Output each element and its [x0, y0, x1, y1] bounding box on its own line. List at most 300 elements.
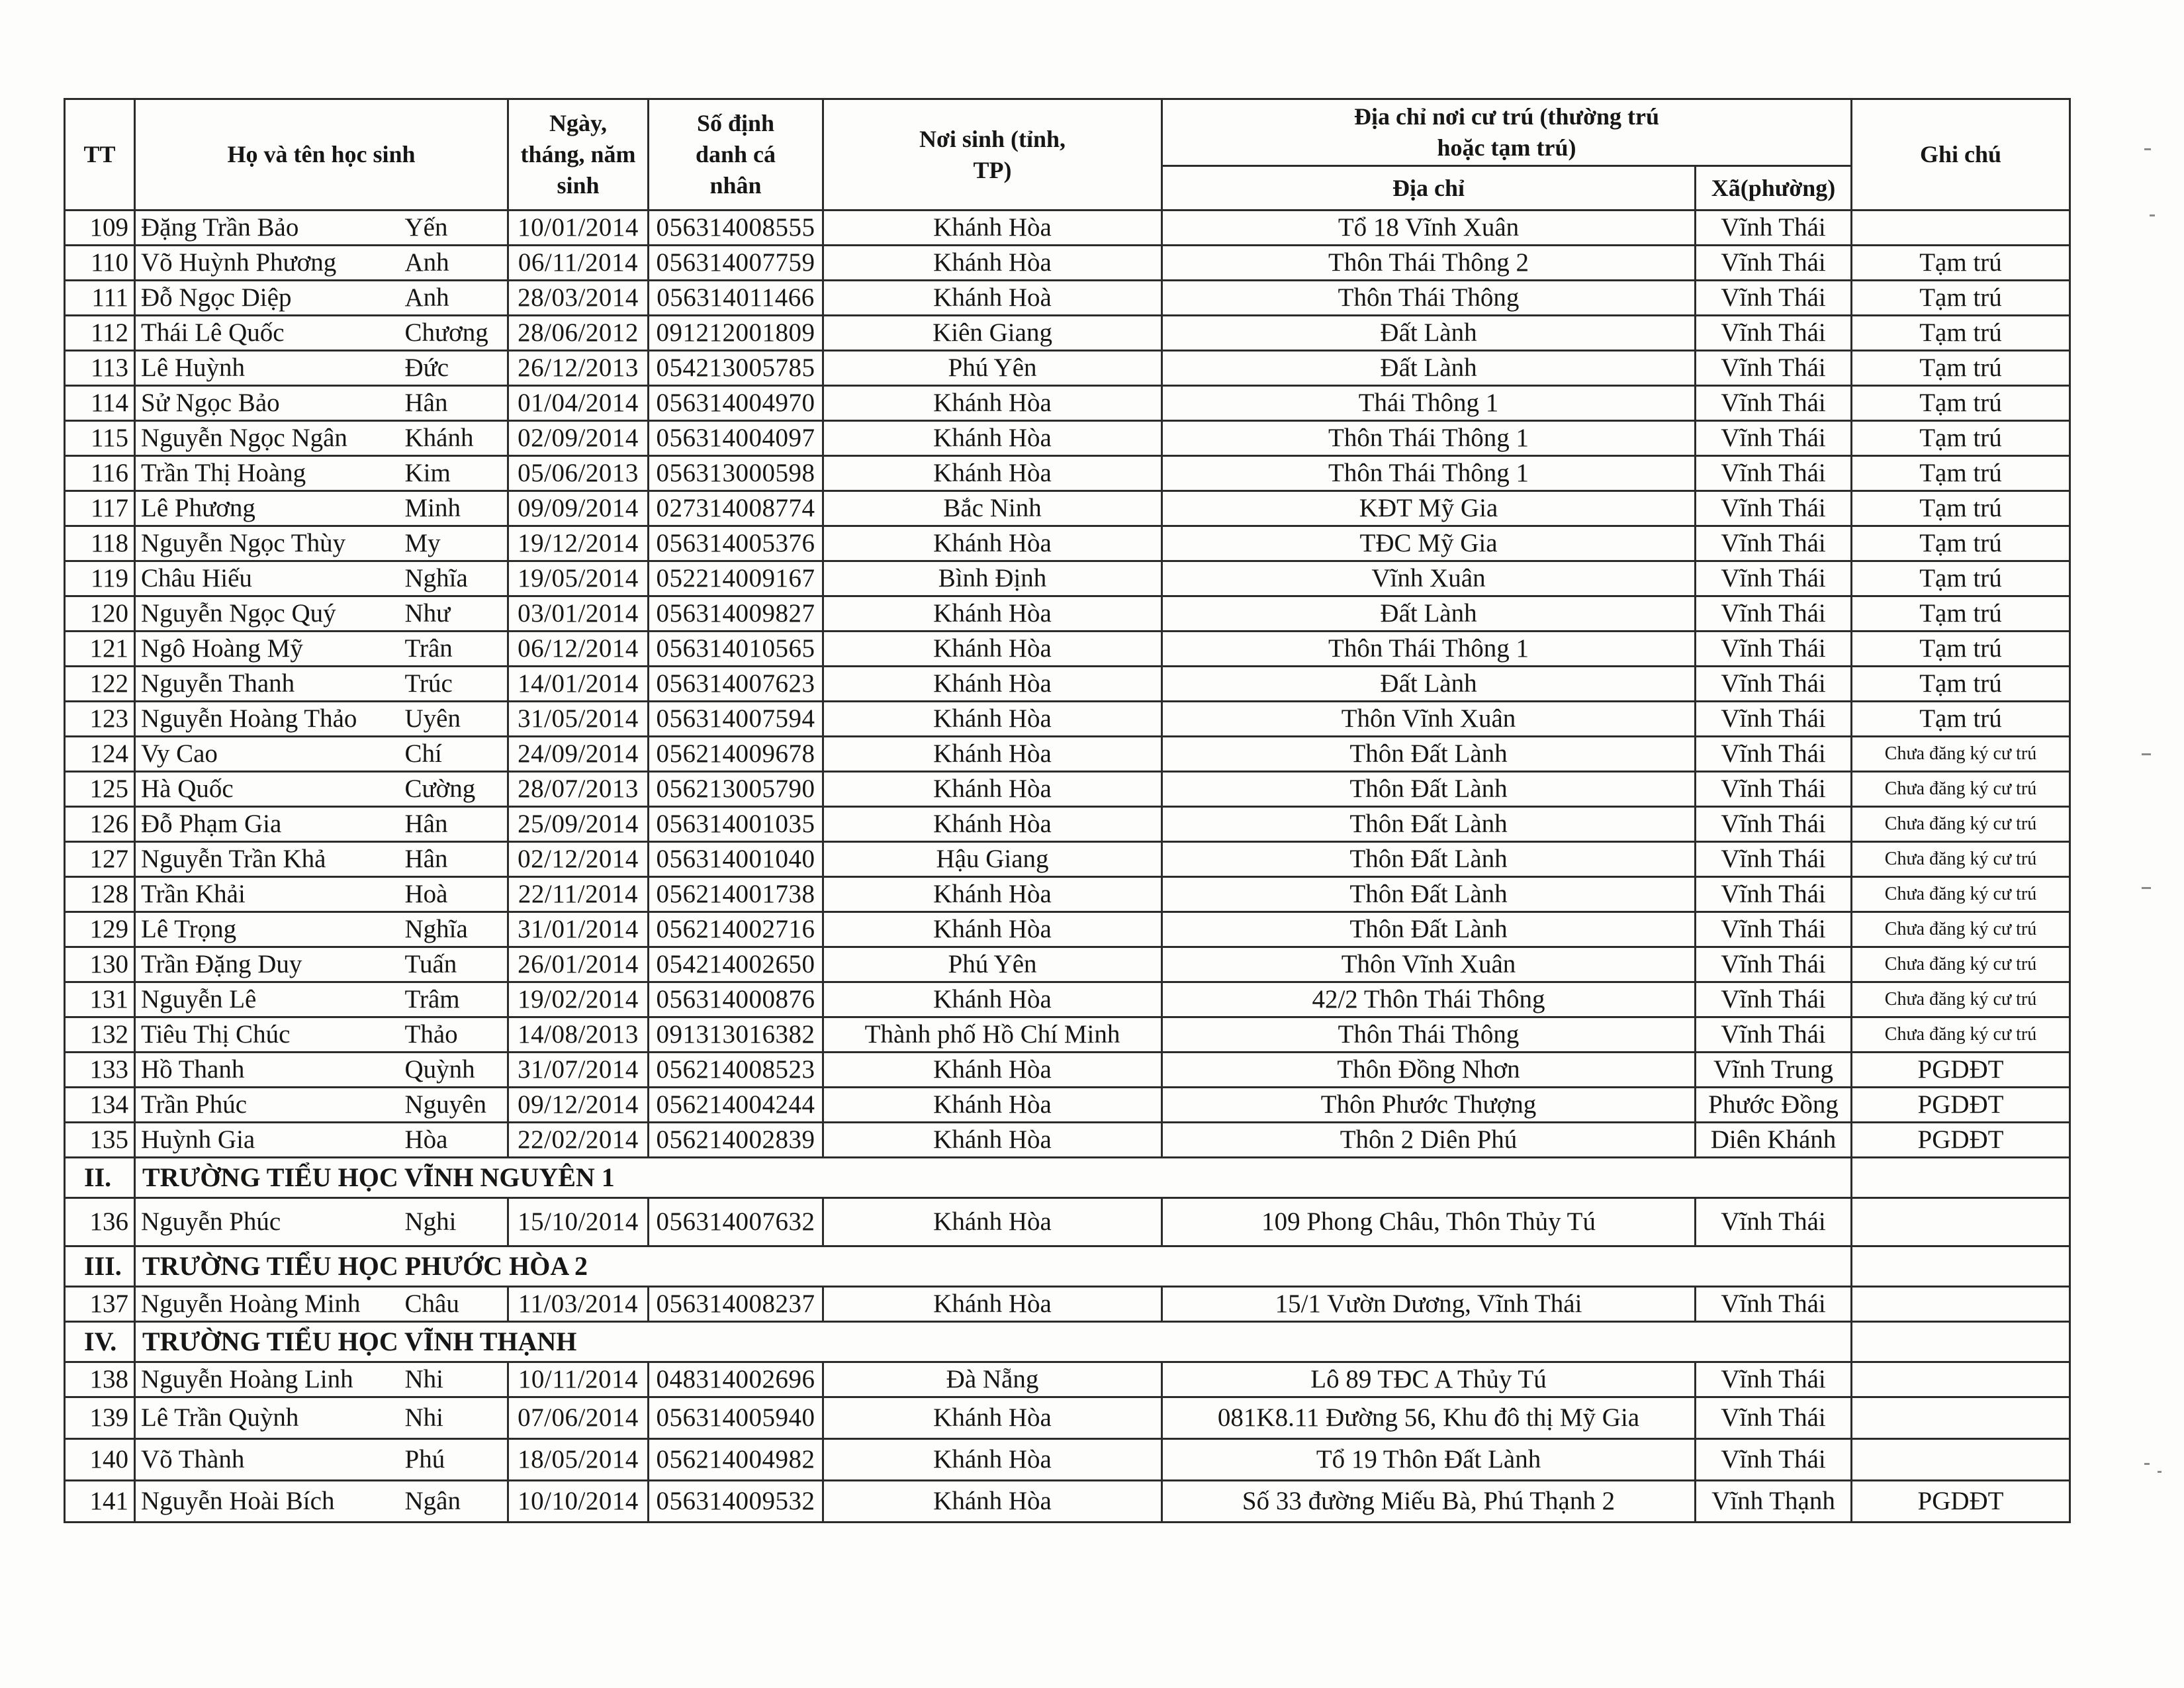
cell-dob: 14/08/2013	[508, 1017, 649, 1053]
scan-edge-mark	[2150, 214, 2155, 216]
col-header-name: Họ và tên học sinh	[135, 99, 508, 211]
cell-note: Tạm trú	[1852, 281, 2070, 316]
cell-dob: 31/07/2014	[508, 1053, 649, 1088]
cell-tt: 127	[65, 842, 135, 877]
cell-ward: Vĩnh Thái	[1696, 526, 1852, 561]
cell-tt: 117	[65, 491, 135, 526]
cell-tt: 124	[65, 737, 135, 772]
cell-birthplace: Đà Nẵng	[823, 1362, 1162, 1397]
cell-note: Chưa đăng ký cư trú	[1852, 877, 2070, 912]
cell-given-name: Nghĩa	[400, 912, 508, 947]
section-school-name: TRƯỜNG TIỂU HỌC VĨNH THẠNH	[135, 1322, 1852, 1362]
cell-personal-id: 054214002650	[649, 947, 823, 982]
cell-ward: Vĩnh Thái	[1696, 1397, 1852, 1439]
cell-dob: 28/07/2013	[508, 772, 649, 807]
cell-birthplace: Khánh Hoà	[823, 281, 1162, 316]
cell-note: PGDĐT	[1852, 1088, 2070, 1123]
cell-dob: 05/06/2013	[508, 456, 649, 491]
cell-dob: 19/02/2014	[508, 982, 649, 1017]
cell-address: 081K8.11 Đường 56, Khu đô thị Mỹ Gia	[1162, 1397, 1696, 1439]
cell-birthplace: Khánh Hòa	[823, 421, 1162, 456]
table-header	[65, 99, 2070, 211]
cell-tt: 135	[65, 1123, 135, 1158]
cell-ward: Vĩnh Thái	[1696, 281, 1852, 316]
cell-address: Thôn Thái Thông	[1162, 281, 1696, 316]
cell-tt: 138	[65, 1362, 135, 1397]
cell-personal-id: 056214004244	[649, 1088, 823, 1123]
cell-given-name: Nhi	[400, 1362, 508, 1397]
cell-personal-id: 056314008555	[649, 211, 823, 246]
table-row	[65, 1287, 2070, 1322]
cell-dob: 09/12/2014	[508, 1088, 649, 1123]
cell-note	[1852, 1198, 2070, 1246]
cell-dob: 01/04/2014	[508, 386, 649, 421]
cell-personal-id: 056214002716	[649, 912, 823, 947]
cell-dob: 28/06/2012	[508, 316, 649, 351]
cell-dob: 14/01/2014	[508, 667, 649, 702]
cell-address: Thái Thông 1	[1162, 386, 1696, 421]
cell-surname-middle: Huỳnh Gia	[135, 1123, 400, 1158]
cell-tt: 140	[65, 1439, 135, 1481]
cell-dob: 28/03/2014	[508, 281, 649, 316]
cell-surname-middle: Trần Thị Hoàng	[135, 456, 400, 491]
section-school-name: TRƯỜNG TIỂU HỌC PHƯỚC HÒA 2	[135, 1246, 1852, 1287]
cell-dob: 19/05/2014	[508, 561, 649, 596]
cell-surname-middle: Lê Trọng	[135, 912, 400, 947]
cell-given-name: Đức	[400, 351, 508, 386]
cell-surname-middle: Đỗ Ngọc Diệp	[135, 281, 400, 316]
cell-address: Thôn Phước Thượng	[1162, 1088, 1696, 1123]
cell-dob: 26/01/2014	[508, 947, 649, 982]
table-row	[65, 491, 2070, 526]
cell-birthplace: Bắc Ninh	[823, 491, 1162, 526]
cell-note: Tạm trú	[1852, 667, 2070, 702]
cell-note: Tạm trú	[1852, 456, 2070, 491]
cell-tt: 118	[65, 526, 135, 561]
table-row	[65, 737, 2070, 772]
cell-address: 42/2 Thôn Thái Thông	[1162, 982, 1696, 1017]
table-row	[65, 772, 2070, 807]
cell-ward: Vĩnh Thái	[1696, 491, 1852, 526]
cell-given-name: Trâm	[400, 982, 508, 1017]
cell-note: Tạm trú	[1852, 632, 2070, 667]
cell-note: Tạm trú	[1852, 386, 2070, 421]
cell-ward: Vĩnh Thái	[1696, 351, 1852, 386]
cell-given-name: Nghi	[400, 1198, 508, 1246]
cell-given-name: Tuấn	[400, 947, 508, 982]
cell-ward: Vĩnh Thái	[1696, 772, 1852, 807]
cell-surname-middle: Nguyễn Trần Khả	[135, 842, 400, 877]
cell-tt: 123	[65, 702, 135, 737]
cell-address: Thôn Thái Thông 1	[1162, 456, 1696, 491]
cell-birthplace: Khánh Hòa	[823, 1088, 1162, 1123]
cell-address: Đất Lành	[1162, 351, 1696, 386]
cell-surname-middle: Võ Huỳnh Phương	[135, 246, 400, 281]
cell-birthplace: Khánh Hòa	[823, 246, 1162, 281]
section-note-cell	[1852, 1246, 2070, 1287]
cell-given-name: Hân	[400, 386, 508, 421]
cell-tt: 137	[65, 1287, 135, 1322]
cell-ward: Vĩnh Thái	[1696, 1287, 1852, 1322]
cell-tt: 125	[65, 772, 135, 807]
cell-birthplace: Khánh Hòa	[823, 1287, 1162, 1322]
cell-tt: 132	[65, 1017, 135, 1053]
cell-surname-middle: Tiêu Thị Chúc	[135, 1017, 400, 1053]
col-header-birthplace: Nơi sinh (tỉnh, TP)	[823, 99, 1162, 211]
cell-note: Chưa đăng ký cư trú	[1852, 807, 2070, 842]
cell-address: Thôn Vĩnh Xuân	[1162, 702, 1696, 737]
table-row	[65, 1088, 2070, 1123]
cell-address: Thôn Thái Thông 2	[1162, 246, 1696, 281]
cell-tt: 139	[65, 1397, 135, 1439]
cell-address: Thôn Đất Lành	[1162, 807, 1696, 842]
cell-birthplace: Phú Yên	[823, 947, 1162, 982]
table-row	[65, 1397, 2070, 1439]
cell-birthplace: Khánh Hòa	[823, 1198, 1162, 1246]
cell-personal-id: 056314011466	[649, 281, 823, 316]
cell-given-name: Hân	[400, 807, 508, 842]
cell-note: Chưa đăng ký cư trú	[1852, 982, 2070, 1017]
table-row	[65, 316, 2070, 351]
scan-edge-mark	[2158, 1471, 2161, 1473]
cell-dob: 15/10/2014	[508, 1198, 649, 1246]
cell-surname-middle: Võ Thành	[135, 1439, 400, 1481]
cell-birthplace: Khánh Hòa	[823, 877, 1162, 912]
cell-personal-id: 056314009532	[649, 1481, 823, 1523]
table-row	[65, 526, 2070, 561]
cell-tt: 122	[65, 667, 135, 702]
cell-personal-id: 056314004097	[649, 421, 823, 456]
table-row	[65, 1123, 2070, 1158]
cell-dob: 22/02/2014	[508, 1123, 649, 1158]
cell-address: 15/1 Vườn Dương, Vĩnh Thái	[1162, 1287, 1696, 1322]
cell-address: TĐC Mỹ Gia	[1162, 526, 1696, 561]
cell-birthplace: Kiên Giang	[823, 316, 1162, 351]
table-row	[65, 561, 2070, 596]
cell-ward: Vĩnh Thái	[1696, 596, 1852, 632]
cell-address: Thôn Đất Lành	[1162, 737, 1696, 772]
cell-given-name: Anh	[400, 246, 508, 281]
cell-address: Thôn Đất Lành	[1162, 842, 1696, 877]
cell-given-name: Yến	[400, 211, 508, 246]
cell-note: Chưa đăng ký cư trú	[1852, 772, 2070, 807]
cell-personal-id: 091212001809	[649, 316, 823, 351]
cell-given-name: Nhi	[400, 1397, 508, 1439]
cell-note: Chưa đăng ký cư trú	[1852, 1017, 2070, 1053]
cell-personal-id: 091313016382	[649, 1017, 823, 1053]
cell-surname-middle: Nguyễn Phúc	[135, 1198, 400, 1246]
cell-note: Tạm trú	[1852, 316, 2070, 351]
cell-dob: 11/03/2014	[508, 1287, 649, 1322]
cell-given-name: Uyên	[400, 702, 508, 737]
cell-tt: 129	[65, 912, 135, 947]
cell-given-name: Châu	[400, 1287, 508, 1322]
cell-tt: 110	[65, 246, 135, 281]
cell-birthplace: Khánh Hòa	[823, 1439, 1162, 1481]
cell-surname-middle: Châu Hiếu	[135, 561, 400, 596]
cell-dob: 19/12/2014	[508, 526, 649, 561]
cell-ward: Vĩnh Thái	[1696, 211, 1852, 246]
section-school-name: TRƯỜNG TIỂU HỌC VĨNH NGUYÊN 1	[135, 1158, 1852, 1198]
table-row	[65, 421, 2070, 456]
table-row	[65, 1017, 2070, 1053]
cell-address: Tổ 18 Vĩnh Xuân	[1162, 211, 1696, 246]
table-row	[65, 211, 2070, 246]
cell-given-name: Chương	[400, 316, 508, 351]
section-number: III.	[65, 1246, 135, 1287]
cell-birthplace: Bình Định	[823, 561, 1162, 596]
cell-dob: 22/11/2014	[508, 877, 649, 912]
section-row	[65, 1322, 2070, 1362]
table-row	[65, 912, 2070, 947]
cell-given-name: Khánh	[400, 421, 508, 456]
cell-personal-id: 056214001738	[649, 877, 823, 912]
cell-ward: Vĩnh Thái	[1696, 246, 1852, 281]
cell-address: Thôn Đồng Nhơn	[1162, 1053, 1696, 1088]
scan-edge-mark	[2144, 1463, 2150, 1465]
cell-ward: Vĩnh Thái	[1696, 1017, 1852, 1053]
cell-personal-id: 056314007632	[649, 1198, 823, 1246]
cell-birthplace: Khánh Hòa	[823, 912, 1162, 947]
cell-note	[1852, 1362, 2070, 1397]
student-residence-table	[64, 98, 2071, 1523]
cell-personal-id: 056314005376	[649, 526, 823, 561]
cell-note: Tạm trú	[1852, 491, 2070, 526]
cell-tt: 133	[65, 1053, 135, 1088]
scan-edge-mark	[2142, 753, 2151, 755]
cell-note: Tạm trú	[1852, 421, 2070, 456]
cell-address: Thôn Đất Lành	[1162, 912, 1696, 947]
cell-given-name: Cường	[400, 772, 508, 807]
cell-personal-id: 056314007759	[649, 246, 823, 281]
section-row	[65, 1158, 2070, 1198]
table-row	[65, 807, 2070, 842]
cell-address: 109 Phong Châu, Thôn Thủy Tú	[1162, 1198, 1696, 1246]
col-header-residence: Địa chỉ nơi cư trú (thường trú hoặc tạm trú)	[1162, 99, 1852, 166]
cell-surname-middle: Nguyễn Lê	[135, 982, 400, 1017]
cell-ward: Vĩnh Thạnh	[1696, 1481, 1852, 1523]
cell-dob: 02/09/2014	[508, 421, 649, 456]
cell-dob: 02/12/2014	[508, 842, 649, 877]
section-number: II.	[65, 1158, 135, 1198]
section-note-cell	[1852, 1322, 2070, 1362]
cell-given-name: Nghĩa	[400, 561, 508, 596]
cell-address: Thôn Thái Thông 1	[1162, 421, 1696, 456]
cell-note: Tạm trú	[1852, 246, 2070, 281]
cell-tt: 120	[65, 596, 135, 632]
table-row	[65, 281, 2070, 316]
cell-note: Chưa đăng ký cư trú	[1852, 842, 2070, 877]
cell-surname-middle: Hà Quốc	[135, 772, 400, 807]
cell-personal-id: 027314008774	[649, 491, 823, 526]
cell-personal-id: 056314009827	[649, 596, 823, 632]
cell-personal-id: 056314008237	[649, 1287, 823, 1322]
col-header-ward: Xã(phường)	[1696, 166, 1852, 211]
cell-note	[1852, 1439, 2070, 1481]
cell-ward: Vĩnh Thái	[1696, 1439, 1852, 1481]
cell-given-name: Quỳnh	[400, 1053, 508, 1088]
table-row	[65, 1053, 2070, 1088]
table-row	[65, 982, 2070, 1017]
cell-ward: Diên Khánh	[1696, 1123, 1852, 1158]
cell-given-name: Nguyên	[400, 1088, 508, 1123]
cell-personal-id: 056314007594	[649, 702, 823, 737]
cell-birthplace: Khánh Hòa	[823, 667, 1162, 702]
cell-surname-middle: Nguyễn Hoàng Thảo	[135, 702, 400, 737]
cell-tt: 119	[65, 561, 135, 596]
cell-dob: 03/01/2014	[508, 596, 649, 632]
col-header-address: Địa chỉ	[1162, 166, 1696, 211]
cell-surname-middle: Nguyễn Ngọc Thùy	[135, 526, 400, 561]
cell-surname-middle: Trần Khải	[135, 877, 400, 912]
table-row	[65, 386, 2070, 421]
cell-dob: 10/11/2014	[508, 1362, 649, 1397]
col-header-tt: TT	[65, 99, 135, 211]
cell-birthplace: Khánh Hòa	[823, 526, 1162, 561]
cell-personal-id: 056314004970	[649, 386, 823, 421]
cell-ward: Vĩnh Thái	[1696, 737, 1852, 772]
cell-ward: Vĩnh Thái	[1696, 807, 1852, 842]
cell-tt: 113	[65, 351, 135, 386]
cell-personal-id: 056313000598	[649, 456, 823, 491]
cell-ward: Vĩnh Thái	[1696, 947, 1852, 982]
cell-tt: 131	[65, 982, 135, 1017]
cell-address: Thôn Thái Thông 1	[1162, 632, 1696, 667]
cell-tt: 130	[65, 947, 135, 982]
table-row	[65, 947, 2070, 982]
cell-ward: Vĩnh Thái	[1696, 842, 1852, 877]
cell-dob: 06/12/2014	[508, 632, 649, 667]
cell-personal-id: 054213005785	[649, 351, 823, 386]
cell-surname-middle: Trần Đặng Duy	[135, 947, 400, 982]
table-body	[65, 211, 2070, 1523]
table-row	[65, 667, 2070, 702]
cell-address: Thôn Đất Lành	[1162, 877, 1696, 912]
cell-ward: Vĩnh Thái	[1696, 421, 1852, 456]
cell-address: Vĩnh Xuân	[1162, 561, 1696, 596]
cell-personal-id: 056214008523	[649, 1053, 823, 1088]
cell-birthplace: Khánh Hòa	[823, 211, 1162, 246]
cell-note	[1852, 1397, 2070, 1439]
cell-dob: 10/10/2014	[508, 1481, 649, 1523]
cell-given-name: Hòa	[400, 1123, 508, 1158]
cell-birthplace: Khánh Hòa	[823, 456, 1162, 491]
cell-address: Thôn Thái Thông	[1162, 1017, 1696, 1053]
table-row	[65, 1439, 2070, 1481]
cell-personal-id: 056314007623	[649, 667, 823, 702]
cell-personal-id: 056314001035	[649, 807, 823, 842]
cell-note: Tạm trú	[1852, 351, 2070, 386]
cell-ward: Vĩnh Trung	[1696, 1053, 1852, 1088]
cell-address: Thôn Vĩnh Xuân	[1162, 947, 1696, 982]
table-row	[65, 702, 2070, 737]
cell-ward: Vĩnh Thái	[1696, 456, 1852, 491]
cell-birthplace: Phú Yên	[823, 351, 1162, 386]
cell-birthplace: Khánh Hòa	[823, 807, 1162, 842]
cell-dob: 10/01/2014	[508, 211, 649, 246]
cell-personal-id: 056213005790	[649, 772, 823, 807]
cell-birthplace: Khánh Hòa	[823, 1053, 1162, 1088]
cell-given-name: Phú	[400, 1439, 508, 1481]
cell-ward: Vĩnh Thái	[1696, 667, 1852, 702]
cell-tt: 141	[65, 1481, 135, 1523]
cell-surname-middle: Nguyễn Hoàng Minh	[135, 1287, 400, 1322]
cell-surname-middle: Nguyễn Ngọc Ngân	[135, 421, 400, 456]
cell-given-name: Như	[400, 596, 508, 632]
cell-address: Đất Lành	[1162, 596, 1696, 632]
cell-surname-middle: Trần Phúc	[135, 1088, 400, 1123]
table-row	[65, 596, 2070, 632]
cell-given-name: Hoà	[400, 877, 508, 912]
cell-note: Tạm trú	[1852, 561, 2070, 596]
cell-ward: Phước Đồng	[1696, 1088, 1852, 1123]
cell-personal-id: 056214004982	[649, 1439, 823, 1481]
cell-address: Đất Lành	[1162, 667, 1696, 702]
cell-ward: Vĩnh Thái	[1696, 1198, 1852, 1246]
cell-given-name: Chí	[400, 737, 508, 772]
table-row	[65, 632, 2070, 667]
cell-tt: 136	[65, 1198, 135, 1246]
cell-birthplace: Khánh Hòa	[823, 1481, 1162, 1523]
cell-given-name: Trúc	[400, 667, 508, 702]
cell-birthplace: Thành phố Hồ Chí Minh	[823, 1017, 1162, 1053]
col-header-dob: Ngày, tháng, năm sinh	[508, 99, 649, 211]
cell-given-name: Anh	[400, 281, 508, 316]
cell-surname-middle: Nguyễn Ngọc Quý	[135, 596, 400, 632]
section-row	[65, 1246, 2070, 1287]
cell-surname-middle: Đặng Trần Bảo	[135, 211, 400, 246]
cell-given-name: Kim	[400, 456, 508, 491]
cell-address: Số 33 đường Miếu Bà, Phú Thạnh 2	[1162, 1481, 1696, 1523]
cell-surname-middle: Vy Cao	[135, 737, 400, 772]
cell-dob: 26/12/2013	[508, 351, 649, 386]
scan-edge-mark	[2142, 887, 2151, 889]
cell-surname-middle: Hồ Thanh	[135, 1053, 400, 1088]
cell-ward: Vĩnh Thái	[1696, 316, 1852, 351]
cell-birthplace: Khánh Hòa	[823, 772, 1162, 807]
table-row	[65, 842, 2070, 877]
cell-given-name: Ngân	[400, 1481, 508, 1523]
cell-note: Tạm trú	[1852, 596, 2070, 632]
cell-surname-middle: Lê Trần Quỳnh	[135, 1397, 400, 1439]
table-row	[65, 456, 2070, 491]
cell-personal-id: 056314001040	[649, 842, 823, 877]
cell-surname-middle: Đỗ Phạm Gia	[135, 807, 400, 842]
cell-personal-id: 056314010565	[649, 632, 823, 667]
cell-surname-middle: Lê Huỳnh	[135, 351, 400, 386]
cell-address: Đất Lành	[1162, 316, 1696, 351]
cell-note: PGDĐT	[1852, 1123, 2070, 1158]
cell-personal-id: 056214002839	[649, 1123, 823, 1158]
section-number: IV.	[65, 1322, 135, 1362]
section-note-cell	[1852, 1158, 2070, 1198]
cell-birthplace: Khánh Hòa	[823, 1397, 1162, 1439]
cell-address: Thôn 2 Diên Phú	[1162, 1123, 1696, 1158]
cell-given-name: Trân	[400, 632, 508, 667]
cell-surname-middle: Ngô Hoàng Mỹ	[135, 632, 400, 667]
cell-dob: 31/05/2014	[508, 702, 649, 737]
cell-given-name: Minh	[400, 491, 508, 526]
cell-tt: 126	[65, 807, 135, 842]
table-row	[65, 877, 2070, 912]
cell-surname-middle: Sử Ngọc Bảo	[135, 386, 400, 421]
cell-tt: 112	[65, 316, 135, 351]
cell-birthplace: Khánh Hòa	[823, 982, 1162, 1017]
cell-tt: 121	[65, 632, 135, 667]
table-row	[65, 351, 2070, 386]
cell-dob: 31/01/2014	[508, 912, 649, 947]
cell-note: Chưa đăng ký cư trú	[1852, 912, 2070, 947]
